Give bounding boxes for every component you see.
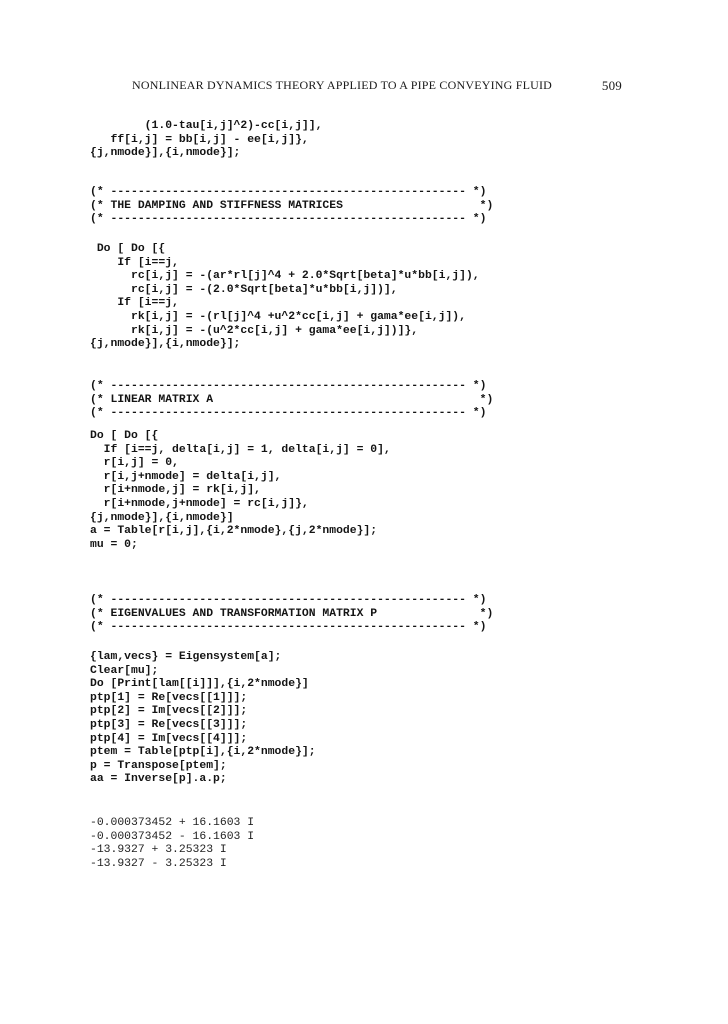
code-line: ptp[3] = Re[vecs[[3]]]; [90,718,248,731]
code-line: p = Transpose[ptem]; [90,759,227,772]
code-line: r[i+nmode,j+nmode] = rc[i,j]}, [90,497,309,510]
code-line: (* EIGENVALUES AND TRANSFORMATION MATRIX P *) [90,607,494,620]
code-line: ptp[4] = Im[vecs[[4]]]; [90,732,248,745]
code-line: (* ---------------------------------------------------- *) [90,380,487,392]
code-line: ptem = Table[ptp[i],{i,2*nmode}]; [90,746,316,759]
code-line: (* ---------------------------------------------------- *) [90,621,487,634]
code-line: Clear[mu]; [90,664,159,677]
code-line: a = Table[r[i,j],{i,2*nmode},{j,2*nmode}]; [90,525,378,538]
code-line: r[i,j+nmode] = delta[i,j], [90,470,282,483]
code-line: -13.9327 - 3.25323 I [90,857,227,870]
eigenvalue-output [90,817,254,871]
code-line: aa = Inverse[p].a.p; [90,773,227,786]
code-line: -13.9327 + 3.25323 I [90,844,227,857]
code-line: If [i==j, delta[i,j] = 1, delta[i,j] = 0], [90,443,391,456]
code-line: {j,nmode}],{i,nmode}] [90,511,234,524]
code-line: Do [ Do [{ [90,243,166,255]
code-line: ptp[1] = Re[vecs[[1]]]; [90,691,248,704]
code-line: If [i==j, [90,256,179,269]
code-line: Do [ Do [{ [90,430,159,442]
code-line: ptp[2] = Im[vecs[[2]]]; [90,705,248,718]
code-line: ff[i,j] = bb[i,j] - ee[i,j]}, [90,133,309,146]
code-line: (* LINEAR MATRIX A *) [90,393,494,406]
code-block-damping-stiffness [90,243,480,352]
comment-eigenvalues [90,594,493,635]
page-number: 509 [601,78,622,93]
code-line: r[i,j] = 0, [90,457,179,470]
code-line: rc[i,j] = -(ar*rl[j]^4 + 2.0*Sqrt[beta]*u*bb[i,j]), [90,270,480,283]
running-title: NONLINEAR DYNAMICS THEORY APPLIED TO A PIPE CONVEYING FLUID [132,78,553,92]
code-line: {j,nmode}],{i,nmode}]; [90,338,241,351]
code-line: (* ---------------------------------------------------- *) [90,407,487,420]
code-line: rc[i,j] = -(2.0*Sqrt[beta]*u*bb[i,j])], [90,283,398,296]
code-line: rk[i,j] = -(u^2*cc[i,j] + gama*ee[i,j])]}, [90,324,419,337]
code-line: {lam,vecs} = Eigensystem[a]; [90,651,282,663]
code-line: (* ---------------------------------------------------- *) [90,213,487,226]
comment-linear-matrix [90,380,493,421]
code-line: -0.000373452 + 16.1603 I [90,817,255,829]
code-line: mu = 0; [90,538,138,551]
comment-damping-stiffness [90,186,493,227]
code-line: rk[i,j] = -(rl[j]^4 +u^2*cc[i,j] + gama*ee[i,j]), [90,310,466,323]
code-line: (* THE DAMPING AND STIFFNESS MATRICES *) [90,199,494,212]
code-line: (* ---------------------------------------------------- *) [90,594,487,606]
code-block-linear-matrix [90,430,391,552]
code-block-eigensystem [90,651,316,787]
code-line: Do [Print[lam[[i]]],{i,2*nmode}] [90,678,309,691]
running-head [132,78,622,93]
code-line: {j,nmode}],{i,nmode}]; [90,147,241,160]
code-line: (1.0-tau[i,j]^2)-cc[i,j]], [90,120,323,132]
code-block-matrix-terms [90,120,322,161]
code-line: (* ---------------------------------------------------- *) [90,186,487,198]
code-line: If [i==j, [90,297,179,310]
code-line: -0.000373452 - 16.1603 I [90,830,255,843]
code-line: r[i+nmode,j] = rk[i,j], [90,484,261,497]
